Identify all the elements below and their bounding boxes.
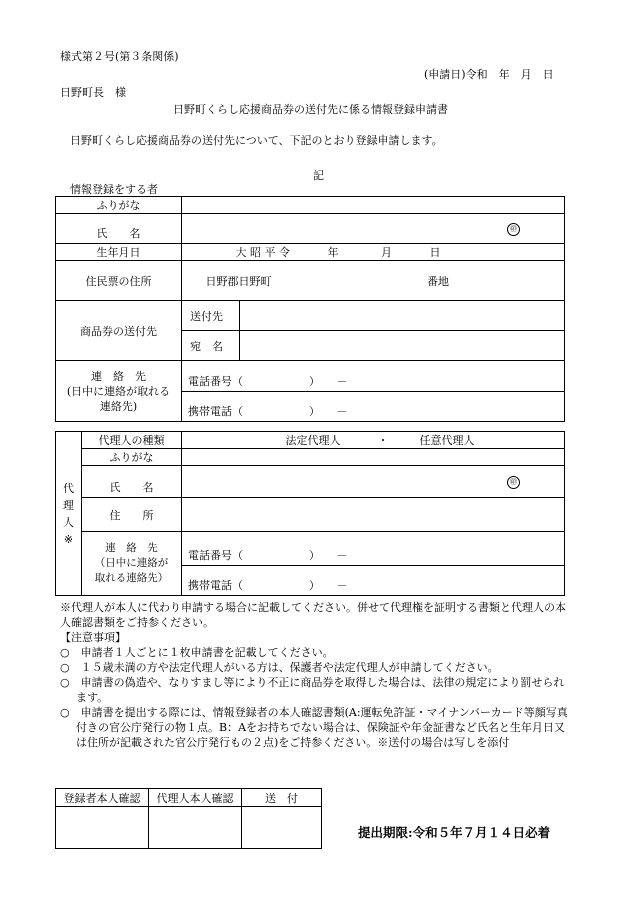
note-item: ○ 申請書の偽造や、なりすまし等により不正に商品券を取得した場合は、法律の規定により罰せられます。 xyxy=(60,676,565,704)
confirm-agent-box[interactable] xyxy=(149,807,242,849)
month-unit: 月 xyxy=(381,246,392,259)
form-number: 様式第２号(第３条関係) xyxy=(60,50,179,63)
addressee: 日野町長 様 xyxy=(60,86,126,99)
ki-label: 記 xyxy=(313,169,324,182)
birthdate-label: 生年月日 xyxy=(56,244,182,261)
registrant-table xyxy=(55,196,565,422)
section-label: 情報登録をする者 xyxy=(70,183,158,196)
delivery-to-field[interactable] xyxy=(240,301,565,331)
day-unit: 日 xyxy=(429,246,441,259)
notes-heading: 【注意事項】 xyxy=(60,631,126,644)
agent-address-field[interactable] xyxy=(182,498,565,532)
contact-label: 連 絡 先 (日中に連絡が取れる 連絡先) xyxy=(56,361,182,422)
application-date: (申請日)令和 年 月 日 xyxy=(424,68,554,81)
agent-type-field[interactable] xyxy=(182,432,565,449)
address-label: 住民票の住所 xyxy=(56,261,182,301)
era-options: 大 昭 平 令 xyxy=(235,246,290,259)
name-label: 氏 名 xyxy=(56,214,182,244)
agent-contact-label: 連 絡 先 （日中に連絡が 取れる連絡先） xyxy=(82,532,182,596)
agent-name-field[interactable] xyxy=(182,466,565,498)
delivery-to-label: 送付先 xyxy=(182,301,240,331)
agent-note: ※代理人が本人に代わり申請する場合に記載してください。併せて代理権を証明する書類と代理人の本人確認書類をご持参ください。 xyxy=(60,601,566,629)
address-suffix: 番地 xyxy=(427,274,449,288)
agent-side-label: 代 理 人 ※ xyxy=(56,432,82,596)
birthdate-field[interactable] xyxy=(182,244,565,261)
furigana-field[interactable] xyxy=(182,197,565,214)
address-field[interactable] xyxy=(182,261,565,301)
agent-type-legal[interactable]: 法定代理人 xyxy=(285,434,341,447)
year-unit: 年 xyxy=(327,246,339,259)
note-item: ○ 申請者１人ごとに１枚申請書を記載してください。 xyxy=(60,646,334,659)
agent-name-label: 氏 名 xyxy=(82,466,182,498)
notes-section xyxy=(60,600,568,750)
address-prefix: 日野郡日野町 xyxy=(205,274,272,288)
agent-furigana-field[interactable] xyxy=(182,449,565,466)
intro-text: 日野町くらし応援商品券の送付先について、下記のとおり登録申請します。 xyxy=(70,134,443,147)
agent-address-label: 住 所 xyxy=(82,498,182,532)
phone-field[interactable]: 電話番号（ ） － xyxy=(182,361,565,392)
confirm-registrant-header: 登録者本人確認 xyxy=(56,789,149,807)
page-title: 日野町くらし応援商品券の送付先に係る情報登録申請書 xyxy=(173,103,448,116)
agent-mobile-field[interactable]: 携帯電話（ ） － xyxy=(182,566,565,596)
note-item: ○ 申請書を提出する際には、情報登録者の本人確認書類(A:運転免許証・マイナンバーカード等顔写真付きの官公庁発行の物１点。B：Aをお持ちでない場合は、保険証や年金証書など氏名と生年月日又は住所が記載された官公庁発行もの２点)をご持参ください。※送付の場合は写しを添付 xyxy=(60,706,568,749)
seal-mark: ㊞ xyxy=(507,223,520,236)
agent-seal-mark: ㊞ xyxy=(507,476,520,489)
confirm-registrant-box[interactable] xyxy=(56,807,149,849)
confirm-delivery-box[interactable] xyxy=(242,807,322,849)
agent-furigana-label: ふりがな xyxy=(82,449,182,466)
agent-table xyxy=(55,431,565,596)
furigana-label: ふりがな xyxy=(56,197,182,214)
delivery-addressee-label: 宛 名 xyxy=(182,331,240,361)
delivery-label: 商品券の送付先 xyxy=(56,301,182,361)
submission-deadline: 提出期限:令和５年７月１４日必着 xyxy=(358,825,551,840)
confirmation-table xyxy=(55,788,322,849)
name-field[interactable] xyxy=(182,214,565,244)
confirm-agent-header: 代理人本人確認 xyxy=(149,789,242,807)
agent-phone-field[interactable]: 電話番号（ ） － xyxy=(182,532,565,566)
agent-type-label: 代理人の種類 xyxy=(82,432,182,449)
mobile-field[interactable]: 携帯電話（ ） － xyxy=(182,392,565,422)
note-item: ○ １５歳未満の方や法定代理人がいる方は、保護者や法定代理人が申請してください。 xyxy=(60,661,499,674)
delivery-addressee-field[interactable] xyxy=(240,331,565,361)
agent-type-dot: ・ xyxy=(377,434,389,447)
confirm-delivery-header: 送 付 xyxy=(242,789,322,807)
agent-type-voluntary[interactable]: 任意代理人 xyxy=(419,434,475,447)
